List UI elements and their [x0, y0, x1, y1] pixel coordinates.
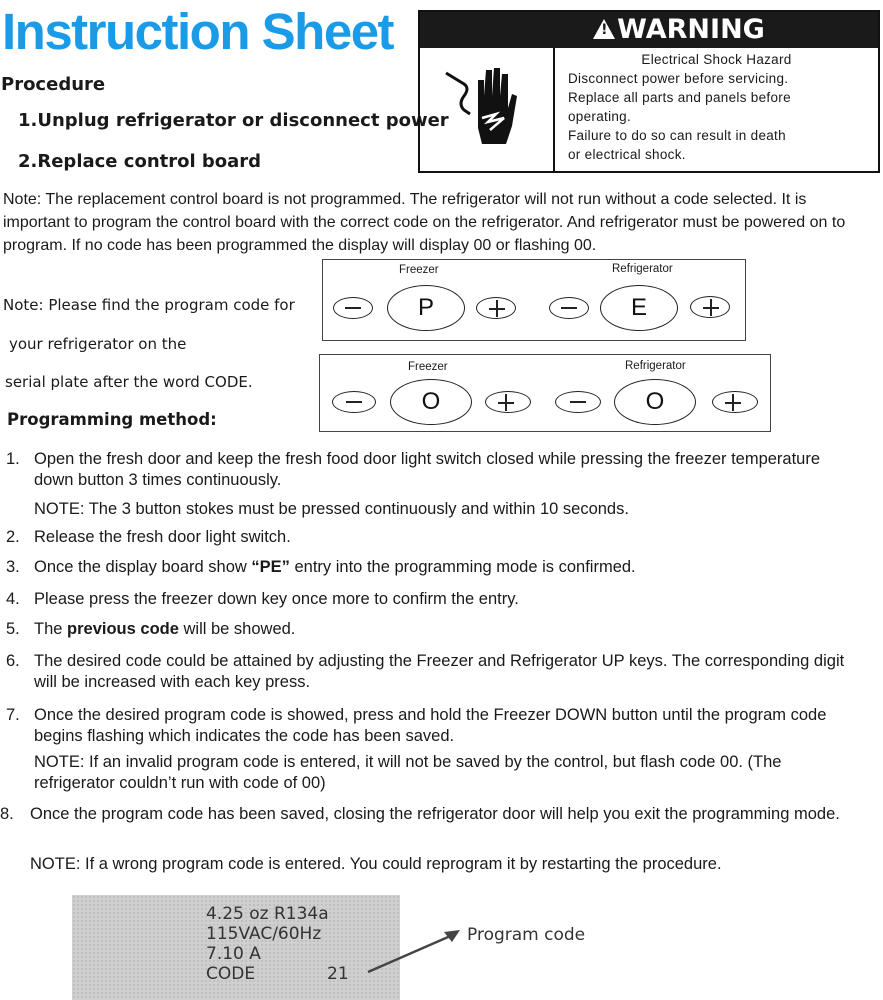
refrigerator-plus-button-icon [690, 296, 730, 318]
refrigerator-plus-button-icon [712, 391, 758, 413]
refrigerator-label: Refrigerator [625, 360, 686, 372]
warning-triangle-icon [593, 19, 615, 39]
note-intro: Note: The replacement control board is not programmed. The refrigerator will not run without a code selected. It is important to program the control board with the correct code on the refrigerator. And refrigerator must be powered on to program. If no code has been programmed the display will display 00 or flashing 00. [3, 191, 846, 254]
step-number: 2. [6, 528, 20, 546]
step-text: Once the program code has been saved, closing the refrigerator door will help you exit the programming mode. [30, 805, 840, 823]
plate-line: 115VAC/60Hz [206, 924, 322, 944]
freezer-minus-button-icon [332, 391, 376, 413]
note-code-line: serial plate after the word CODE. [5, 373, 253, 391]
step-number: 8. [0, 805, 14, 823]
freezer-label: Freezer [408, 361, 448, 373]
warning-line: Replace all parts and panels before [568, 90, 791, 105]
step-text: The previous code will be showed. [34, 620, 296, 638]
serial-plate-image [72, 895, 400, 1000]
display-panel-pe [322, 259, 746, 341]
page-title: Instruction Sheet [2, 3, 394, 60]
program-code-callout: Program code [467, 925, 586, 945]
step-number: 6. [6, 652, 20, 670]
refrigerator-minus-button-icon [555, 391, 601, 413]
procedure-step-2: 2.Replace control board [18, 151, 262, 172]
step-text: Open the fresh door and keep the fresh food door light switch closed while pressing the freezer temperature down button 3 times continuously. [34, 450, 821, 489]
warning-line: or electrical shock. [568, 147, 686, 162]
freezer-display: P [387, 285, 465, 331]
step-text: Release the fresh door light switch. [34, 528, 291, 546]
step-number: 5. [6, 620, 20, 638]
warning-line: Disconnect power before servicing. [568, 71, 789, 86]
freezer-plus-button-icon [476, 297, 516, 319]
warning-label: WARNING [617, 14, 765, 45]
plate-line: 7.10 A [206, 944, 261, 964]
program-code-value: 21 [327, 964, 349, 984]
step-number: 7. [6, 706, 20, 724]
electrical-shock-hand-icon [420, 48, 555, 171]
step-text: Please press the freezer down key once more to confirm the entry. [34, 590, 519, 608]
programming-heading: Programming method: [7, 410, 217, 429]
step-text: Once the display board show “PE” entry into the programming mode is confirmed. [34, 558, 636, 576]
step-text: Once the desired program code is showed, press and hold the Freezer DOWN button until the program code begins flashing which indicates the code has been saved. [34, 706, 827, 745]
step-text: The desired code could be attained by adjusting the Freezer and Refrigerator UP keys. The corresponding digit will be increased with each key press. [34, 652, 845, 691]
step-note: NOTE: If a wrong program code is entered. You could reprogram it by restarting the procedure. [30, 855, 722, 873]
refrigerator-display: O [614, 379, 696, 425]
note-code-line: Note: Please find the program code for [3, 296, 295, 314]
warning-line: Failure to do so can result in death [568, 128, 786, 143]
warning-box [418, 10, 880, 173]
refrigerator-label: Refrigerator [612, 263, 673, 275]
step-note: NOTE: If an invalid program code is entered, it will not be saved by the control, but flash code 00. (The refrigerator couldn’t run with code of 00) [34, 753, 782, 792]
warning-line: operating. [568, 109, 632, 124]
note-code-line: your refrigerator on the [9, 335, 187, 353]
freezer-display: O [390, 379, 472, 425]
procedure-step-1: 1.Unplug refrigerator or disconnect power [18, 110, 449, 131]
step-note: NOTE: The 3 button stokes must be pressed continuously and within 10 seconds. [34, 500, 629, 518]
plate-line: 4.25 oz R134a [206, 904, 329, 924]
step-number: 1. [6, 450, 20, 468]
freezer-minus-button-icon [333, 297, 373, 319]
warning-body [555, 48, 878, 171]
step-number: 4. [6, 590, 20, 608]
refrigerator-minus-button-icon [549, 297, 589, 319]
serial-plate-text [206, 904, 329, 984]
refrigerator-display: E [600, 285, 678, 331]
step-number: 3. [6, 558, 20, 576]
warning-hazard: Electrical Shock Hazard [641, 52, 792, 67]
arrow-icon [360, 920, 470, 980]
freezer-label: Freezer [399, 264, 439, 276]
freezer-plus-button-icon [485, 391, 531, 413]
procedure-heading: Procedure [1, 74, 106, 95]
display-panel-00 [319, 354, 771, 432]
plate-line: CODE [206, 964, 256, 984]
warning-header [420, 12, 878, 48]
